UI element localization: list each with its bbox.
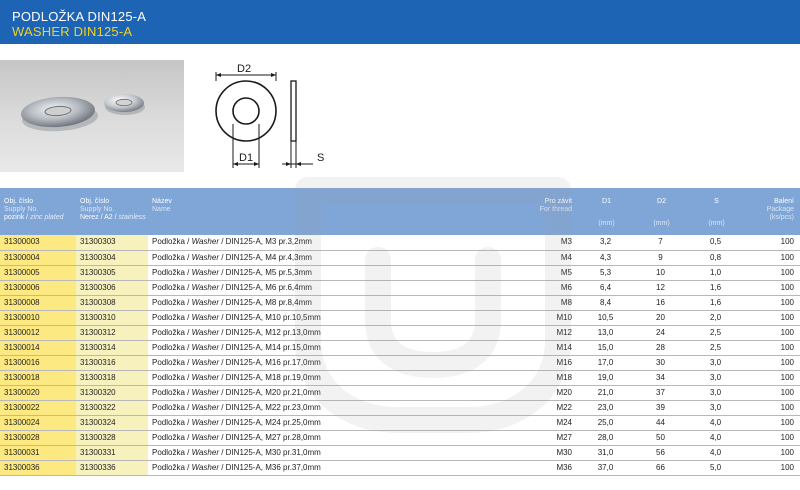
package-cell: 100 [743, 280, 800, 295]
table-row [0, 250, 800, 265]
table-row [0, 280, 800, 295]
zinc-code-cell: 31300024 [0, 415, 76, 430]
thread-cell: M6 [438, 280, 578, 295]
thread-cell: M14 [438, 340, 578, 355]
thread-cell: M4 [438, 250, 578, 265]
name-cell: Podložka / Washer / DIN125-A, M30 pr.31,0mm [148, 445, 438, 460]
package-cell: 100 [743, 310, 800, 325]
label-s: S [317, 152, 325, 164]
d2-cell: 9 [633, 250, 688, 265]
col-header-zinc-code: Obj. číslo Supply No. pozink / zinc plated [0, 188, 76, 235]
col-header-thread: Pro závit For thread [438, 188, 578, 235]
title-banner [0, 0, 800, 44]
a2-code-cell: 31300308 [76, 295, 148, 310]
a2-code-cell: 31300316 [76, 355, 148, 370]
d1-cell: 8,4 [578, 295, 633, 310]
table-row [0, 355, 800, 370]
technical-drawing [200, 60, 340, 176]
d2-cell: 39 [633, 400, 688, 415]
thread-cell: M22 [438, 400, 578, 415]
package-cell: 100 [743, 295, 800, 310]
a2-code-cell: 31300306 [76, 280, 148, 295]
d1-cell: 25,0 [578, 415, 633, 430]
d2-cell: 20 [633, 310, 688, 325]
col-header-name: Název Name [148, 188, 438, 235]
d2-cell: 10 [633, 265, 688, 280]
label-d2: D2 [237, 63, 252, 75]
d1-cell: 15,0 [578, 340, 633, 355]
s-cell: 2,5 [688, 340, 743, 355]
d2-cell: 24 [633, 325, 688, 340]
table-row [0, 445, 800, 460]
d2-cell: 7 [633, 235, 688, 250]
s-cell: 2,5 [688, 325, 743, 340]
thread-cell: M8 [438, 295, 578, 310]
d2-cell: 56 [633, 445, 688, 460]
s-cell: 2,0 [688, 310, 743, 325]
d2-cell: 28 [633, 340, 688, 355]
a2-code-cell: 31300312 [76, 325, 148, 340]
s-cell: 0,8 [688, 250, 743, 265]
name-cell: Podložka / Washer / DIN125-A, M20 pr.21,0mm [148, 385, 438, 400]
s-cell: 1,6 [688, 295, 743, 310]
d1-cell: 4,3 [578, 250, 633, 265]
table-row [0, 265, 800, 280]
package-cell: 100 [743, 340, 800, 355]
thread-cell: M30 [438, 445, 578, 460]
a2-code-cell: 31300328 [76, 430, 148, 445]
package-cell: 100 [743, 385, 800, 400]
package-cell: 100 [743, 460, 800, 475]
table-body [0, 235, 800, 475]
product-title-cz: PODLOŽKA DIN125-A [12, 9, 147, 24]
d1-cell: 13,0 [578, 325, 633, 340]
a2-code-cell: 31300314 [76, 340, 148, 355]
package-cell: 100 [743, 445, 800, 460]
a2-code-cell: 31300303 [76, 235, 148, 250]
zinc-code-cell: 31300006 [0, 280, 76, 295]
product-title-en: WASHER DIN125-A [12, 24, 133, 39]
product-table [0, 188, 800, 476]
package-cell: 100 [743, 235, 800, 250]
d1-cell: 6,4 [578, 280, 633, 295]
a2-code-cell: 31300331 [76, 445, 148, 460]
name-cell: Podložka / Washer / DIN125-A, M27 pr.28,0mm [148, 430, 438, 445]
washers-photo-image [0, 60, 184, 172]
name-cell: Podložka / Washer / DIN125-A, M12 pr.13,0mm [148, 325, 438, 340]
zinc-code-cell: 31300016 [0, 355, 76, 370]
zinc-code-cell: 31300036 [0, 460, 76, 475]
table-row [0, 325, 800, 340]
a2-code-cell: 31300320 [76, 385, 148, 400]
zinc-code-cell: 31300022 [0, 400, 76, 415]
s-cell: 4,0 [688, 415, 743, 430]
name-cell: Podložka / Washer / DIN125-A, M3 pr.3,2mm [148, 235, 438, 250]
col-header-package: Balení Package (ks/pcs) [743, 188, 800, 235]
s-cell: 4,0 [688, 445, 743, 460]
name-cell: Podložka / Washer / DIN125-A, M5 pr.5,3mm [148, 265, 438, 280]
a2-code-cell: 31300324 [76, 415, 148, 430]
table-row [0, 370, 800, 385]
name-cell: Podložka / Washer / DIN125-A, M10 pr.10,5mm [148, 310, 438, 325]
table-row [0, 310, 800, 325]
d1-cell: 5,3 [578, 265, 633, 280]
package-cell: 100 [743, 355, 800, 370]
zinc-code-cell: 31300028 [0, 430, 76, 445]
product-photo [0, 60, 184, 172]
washer-dimension-drawing [200, 60, 340, 176]
package-cell: 100 [743, 400, 800, 415]
thread-cell: M36 [438, 460, 578, 475]
s-cell: 3,0 [688, 370, 743, 385]
a2-code-cell: 31300304 [76, 250, 148, 265]
thread-cell: M10 [438, 310, 578, 325]
s-cell: 0,5 [688, 235, 743, 250]
zinc-code-cell: 31300014 [0, 340, 76, 355]
s-cell: 1,0 [688, 265, 743, 280]
table-row [0, 460, 800, 475]
d1-cell: 31,0 [578, 445, 633, 460]
table-row [0, 235, 800, 250]
zinc-code-cell: 31300012 [0, 325, 76, 340]
thread-cell: M24 [438, 415, 578, 430]
package-cell: 100 [743, 415, 800, 430]
d1-cell: 21,0 [578, 385, 633, 400]
package-cell: 100 [743, 250, 800, 265]
a2-code-cell: 31300318 [76, 370, 148, 385]
d2-cell: 30 [633, 355, 688, 370]
table-row [0, 430, 800, 445]
s-cell: 5,0 [688, 460, 743, 475]
zinc-code-cell: 31300018 [0, 370, 76, 385]
d1-cell: 19,0 [578, 370, 633, 385]
d1-cell: 17,0 [578, 355, 633, 370]
a2-code-cell: 31300336 [76, 460, 148, 475]
d2-cell: 50 [633, 430, 688, 445]
col-header-s: S (mm) [688, 188, 743, 235]
s-cell: 1,6 [688, 280, 743, 295]
thread-cell: M20 [438, 385, 578, 400]
a2-code-cell: 31300322 [76, 400, 148, 415]
zinc-code-cell: 31300020 [0, 385, 76, 400]
name-cell: Podložka / Washer / DIN125-A, M14 pr.15,0mm [148, 340, 438, 355]
s-cell: 4,0 [688, 430, 743, 445]
name-cell: Podložka / Washer / DIN125-A, M4 pr.4,3mm [148, 250, 438, 265]
name-cell: Podložka / Washer / DIN125-A, M18 pr.19,0mm [148, 370, 438, 385]
zinc-code-cell: 31300008 [0, 295, 76, 310]
d2-cell: 44 [633, 415, 688, 430]
d1-cell: 37,0 [578, 460, 633, 475]
s-cell: 3,0 [688, 355, 743, 370]
zinc-code-cell: 31300005 [0, 265, 76, 280]
table-header [0, 188, 800, 235]
a2-code-cell: 31300305 [76, 265, 148, 280]
d2-cell: 16 [633, 295, 688, 310]
package-cell: 100 [743, 430, 800, 445]
d2-cell: 34 [633, 370, 688, 385]
a2-code-cell: 31300310 [76, 310, 148, 325]
zinc-code-cell: 31300003 [0, 235, 76, 250]
d1-cell: 3,2 [578, 235, 633, 250]
thread-cell: M3 [438, 235, 578, 250]
thread-cell: M18 [438, 370, 578, 385]
package-cell: 100 [743, 325, 800, 340]
thread-cell: M27 [438, 430, 578, 445]
d2-cell: 12 [633, 280, 688, 295]
label-d1: D1 [239, 152, 254, 164]
table-row [0, 385, 800, 400]
package-cell: 100 [743, 370, 800, 385]
name-cell: Podložka / Washer / DIN125-A, M8 pr.8,4mm [148, 295, 438, 310]
name-cell: Podložka / Washer / DIN125-A, M22 pr.23,0mm [148, 400, 438, 415]
col-header-a2-code: Obj. číslo Supply No. Nerez / A2 / stainless [76, 188, 148, 235]
d1-cell: 23,0 [578, 400, 633, 415]
table-row [0, 415, 800, 430]
col-header-d2: D2 (mm) [633, 188, 688, 235]
d1-cell: 28,0 [578, 430, 633, 445]
col-header-d1: D1 (mm) [578, 188, 633, 235]
name-cell: Podložka / Washer / DIN125-A, M24 pr.25,0mm [148, 415, 438, 430]
thread-cell: M16 [438, 355, 578, 370]
d2-cell: 37 [633, 385, 688, 400]
table-row [0, 295, 800, 310]
thread-cell: M12 [438, 325, 578, 340]
zinc-code-cell: 31300004 [0, 250, 76, 265]
zinc-code-cell: 31300010 [0, 310, 76, 325]
name-cell: Podložka / Washer / DIN125-A, M36 pr.37,0mm [148, 460, 438, 475]
s-cell: 3,0 [688, 385, 743, 400]
table-row [0, 340, 800, 355]
name-cell: Podložka / Washer / DIN125-A, M16 pr.17,0mm [148, 355, 438, 370]
table-row [0, 400, 800, 415]
name-cell: Podložka / Washer / DIN125-A, M6 pr.6,4mm [148, 280, 438, 295]
d2-cell: 66 [633, 460, 688, 475]
s-cell: 3,0 [688, 400, 743, 415]
thread-cell: M5 [438, 265, 578, 280]
package-cell: 100 [743, 265, 800, 280]
zinc-code-cell: 31300031 [0, 445, 76, 460]
d1-cell: 10,5 [578, 310, 633, 325]
